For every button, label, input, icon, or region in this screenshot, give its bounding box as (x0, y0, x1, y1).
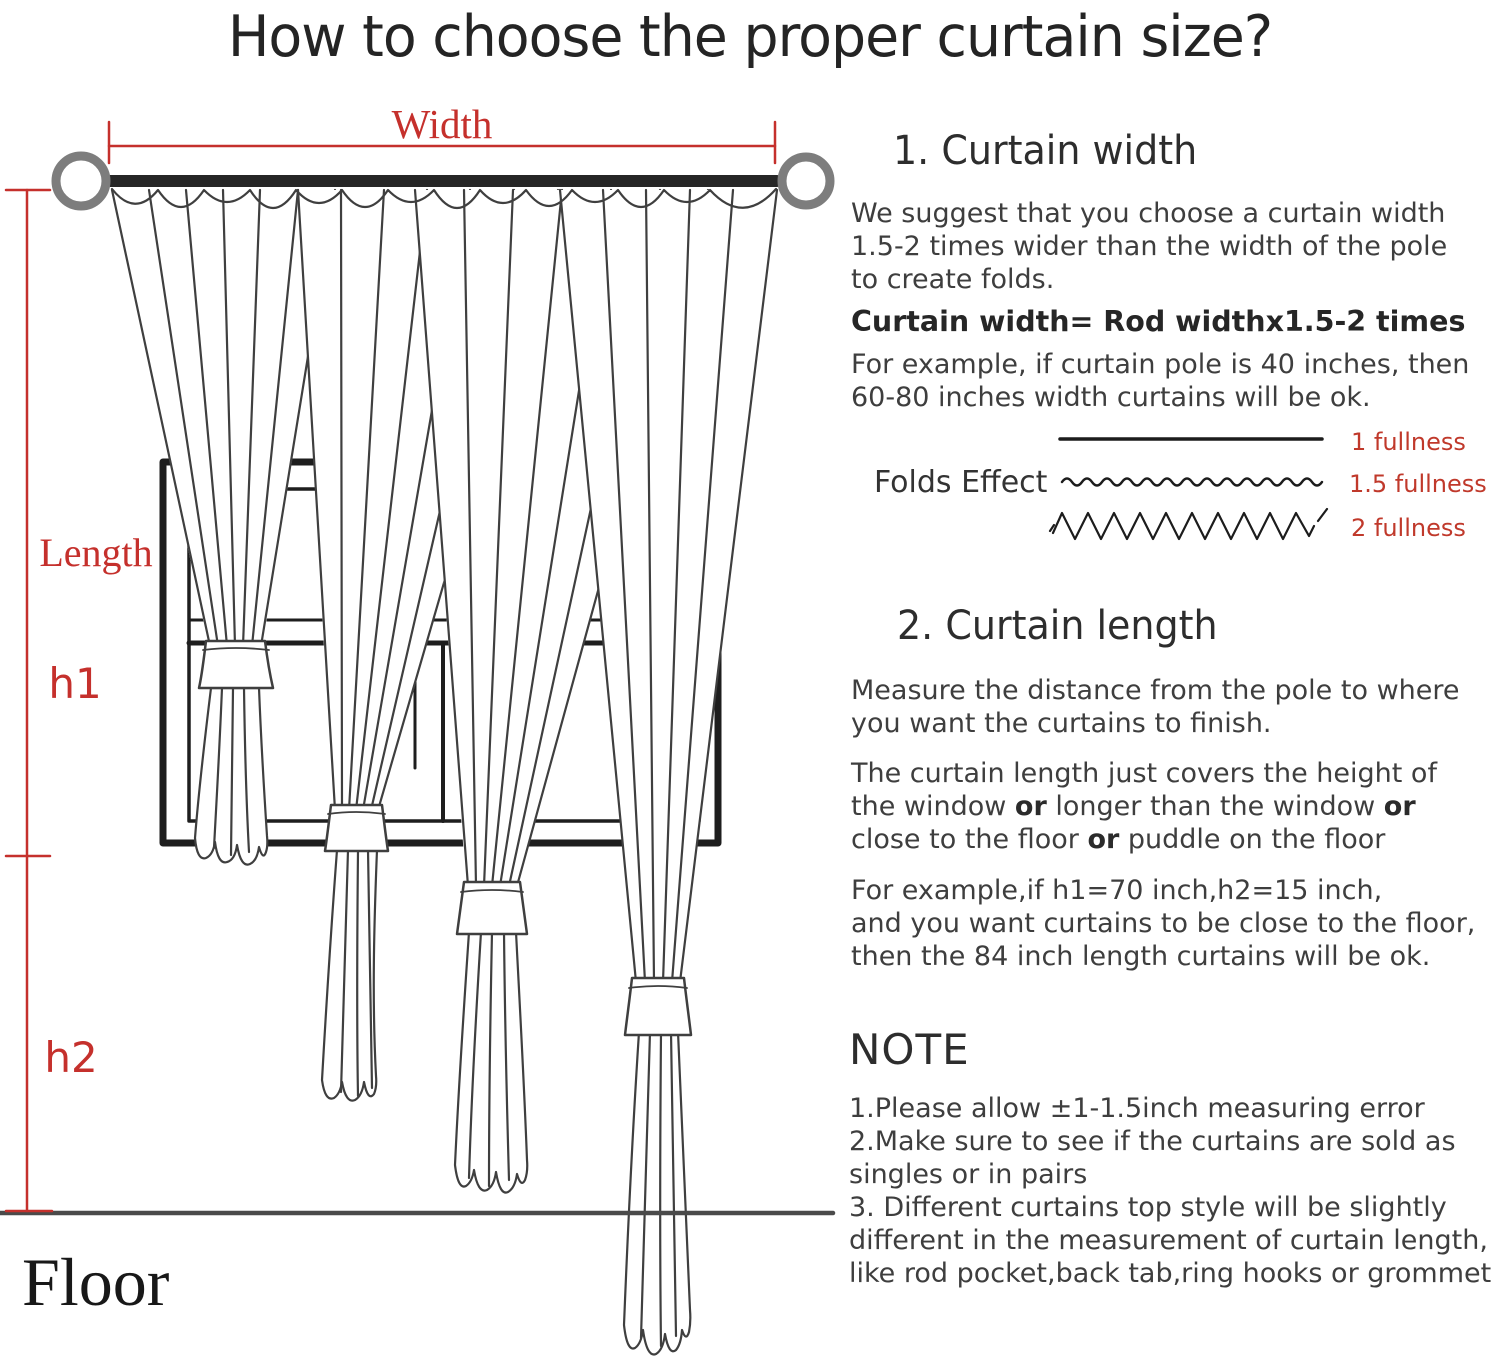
curtain-width-formula: Curtain width= Rod widthx1.5-2 times (851, 305, 1466, 338)
text-line: to create folds. (851, 264, 1055, 295)
note-line: singles or in pairs (849, 1159, 1088, 1190)
note-line: 2.Make sure to see if the curtains are sold as (849, 1126, 1456, 1157)
section-length-paragraph-2 (851, 757, 1437, 856)
note-heading: NOTE (849, 1025, 970, 1074)
length-label: Length (39, 530, 153, 575)
fullness-2-line (1050, 509, 1327, 539)
note-line: like rod pocket,back tab,ring hooks or grommet (849, 1258, 1492, 1289)
legend-2-fullness: 2 fullness (1351, 514, 1466, 542)
section-width-heading: 1. Curtain width (893, 128, 1198, 174)
note-list (849, 1092, 1491, 1290)
note-line: 3. Different curtains top style will be slightly (849, 1192, 1447, 1223)
note-line: different in the measurement of curtain length, (849, 1225, 1488, 1256)
text-line: you want the curtains to finish. (851, 708, 1272, 739)
section-length-heading: 2. Curtain length (897, 603, 1218, 649)
legend-1p5-fullness: 1.5 fullness (1349, 470, 1487, 498)
section-length-paragraph-3 (851, 874, 1475, 973)
folds-effect-label: Folds Effect (874, 465, 1048, 500)
text-line: Measure the distance from the pole to where (851, 675, 1460, 706)
rod-ring-right (782, 157, 830, 205)
folds-effect-lines (1050, 439, 1327, 539)
h2-label: h2 (44, 1033, 98, 1082)
rod-ring-left (56, 156, 106, 206)
text-line: close to the floor or puddle on the floor (851, 824, 1386, 855)
text-line: then the 84 inch length curtains will be ok. (851, 941, 1431, 972)
section-width-paragraph-2 (851, 348, 1469, 414)
text-line: The curtain length just covers the height of (851, 758, 1437, 789)
note-line: 1.Please allow ±1-1.5inch measuring error (849, 1093, 1425, 1124)
text-line: 60-80 inches width curtains will be ok. (851, 382, 1371, 413)
text-line: and you want curtains to be close to the floor, (851, 908, 1476, 939)
fullness-1p5-line (1062, 479, 1322, 486)
section-length-paragraph-1 (851, 674, 1460, 740)
curtain-rod (107, 175, 779, 187)
text-line: 1.5-2 times wider than the width of the pole (851, 231, 1448, 262)
floor-label: Floor (22, 1244, 170, 1320)
h1-label: h1 (48, 659, 102, 708)
text-line: the window or longer than the window or (851, 791, 1416, 822)
text-line: For example,if h1=70 inch,h2=15 inch, (851, 875, 1383, 906)
text-line: We suggest that you choose a curtain width (851, 198, 1446, 229)
page-title: How to choose the proper curtain size? (227, 4, 1273, 70)
section-width-paragraph-1 (851, 197, 1447, 296)
legend-1-fullness: 1 fullness (1351, 428, 1466, 456)
text-line: For example, if curtain pole is 40 inches, then (851, 349, 1470, 380)
width-label: Width (391, 101, 493, 147)
curtain-panels (112, 190, 777, 982)
